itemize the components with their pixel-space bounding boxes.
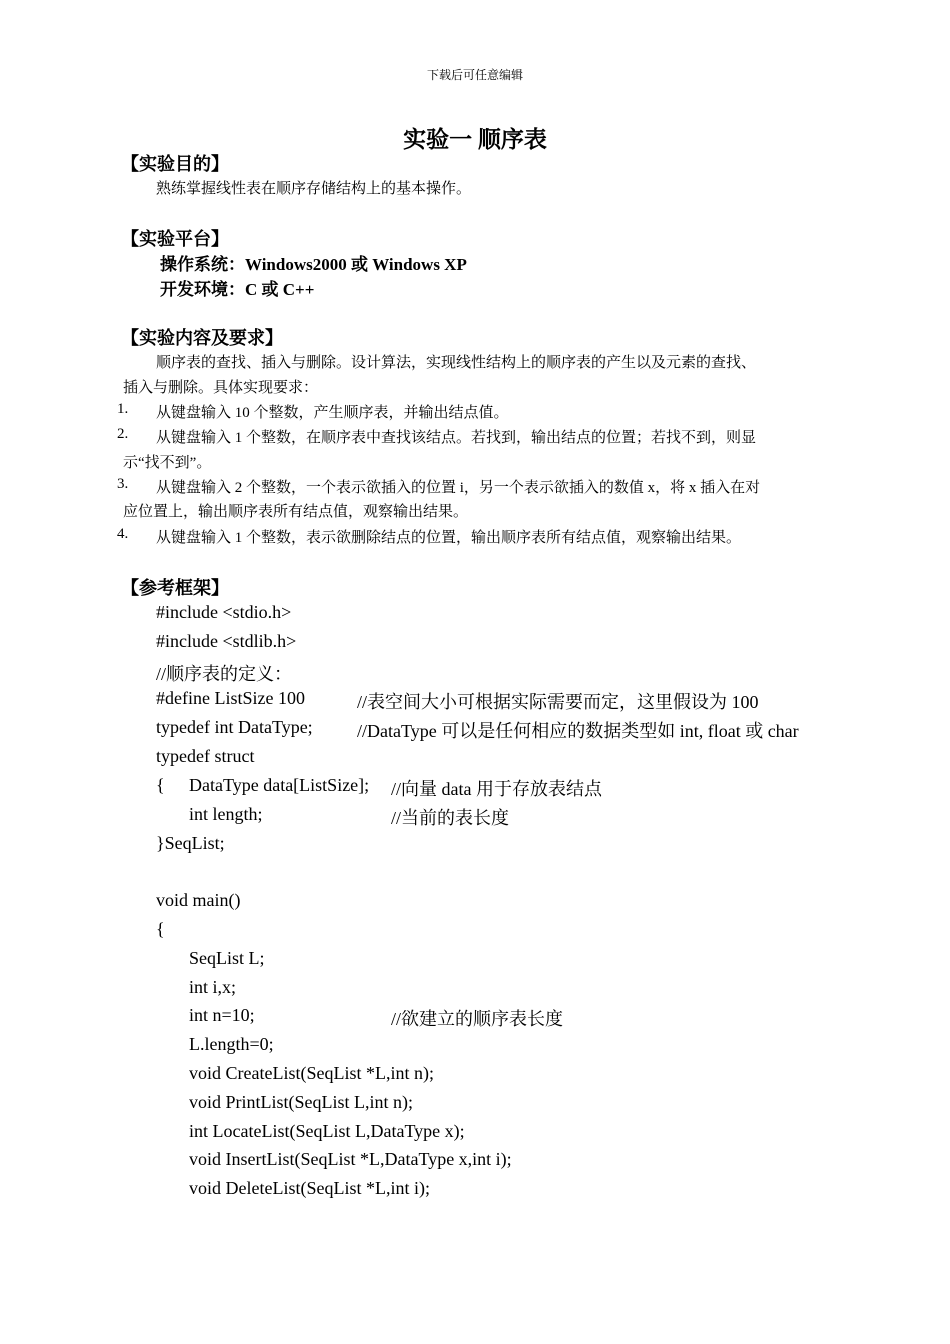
list-item: 从键盘输入 2 个整数，一个表示欲插入的位置 i，另一个表示欲插入的数值 x，将 x 插入在对 [156, 480, 761, 496]
content-intro-1: 顺序表的查找、插入与删除。设计算法，实现线性结构上的顺序表的产生以及元素的查找、 [156, 355, 757, 371]
code-line: int length; [189, 804, 263, 824]
list-number: 2. [117, 426, 129, 442]
content-heading: 【实验内容及要求】 [121, 328, 283, 348]
code-line: { [156, 919, 165, 939]
code-line: { [156, 775, 165, 795]
code-line: int LocateList(SeqList L,DataType x); [189, 1121, 465, 1141]
page-header: 下载后可任意编辑 [426, 68, 523, 82]
code-line: void DeleteList(SeqList *L,int i); [189, 1178, 430, 1198]
code-comment: //表空间大小可根据实际需要而定，这里假设为 100 [357, 692, 759, 712]
code-comment: //当前的表长度 [391, 808, 510, 828]
list-item: 从键盘输入 1 个整数，在顺序表中查找该结点。若找到，输出结点的位置；若找不到，则显 [156, 430, 757, 446]
code-line: //顺序表的定义： [156, 664, 293, 684]
list-item: 从键盘输入 10 个整数，产生顺序表，并输出结点值。 [156, 405, 509, 421]
code-line: typedef int DataType; [156, 717, 313, 737]
code-line: #define ListSize 100 [156, 688, 305, 708]
code-line: }SeqList; [156, 833, 225, 853]
framework-heading: 【参考框架】 [121, 578, 229, 598]
code-line: void PrintList(SeqList L,int n); [189, 1092, 413, 1112]
code-line: L.length=0; [189, 1034, 274, 1054]
purpose-text: 熟练掌握线性表在顺序存储结构上的基本操作。 [156, 181, 472, 197]
platform-env: 开发环境：C 或 C++ [160, 280, 315, 299]
code-comment: //向量 data 用于存放表结点 [391, 779, 602, 799]
platform-os: 操作系统：Windows2000 或 Windows XP [160, 255, 467, 274]
page-title: 实验一 顺序表 [403, 127, 547, 152]
code-line: DataType data[ListSize]; [189, 775, 370, 795]
platform-heading: 【实验平台】 [121, 229, 229, 249]
code-line: #include <stdio.h> [156, 602, 292, 622]
content-intro-2: 插入与删除。具体实现要求： [123, 380, 319, 396]
code-comment: //DataType 可以是任何相应的数据类型如 int, float 或 char [357, 721, 799, 741]
code-line: SeqList L; [189, 948, 265, 968]
code-line: int n=10; [189, 1005, 255, 1025]
code-line: void CreateList(SeqList *L,int n); [189, 1063, 434, 1083]
list-number: 3. [117, 476, 129, 492]
code-line: typedef struct [156, 746, 255, 766]
purpose-heading: 【实验目的】 [121, 154, 229, 174]
code-line: #include <stdlib.h> [156, 631, 297, 651]
code-line: void InsertList(SeqList *L,DataType x,int i); [189, 1149, 512, 1169]
list-item: 从键盘输入 1 个整数，表示欲删除结点的位置，输出顺序表所有结点值，观察输出结果。 [156, 530, 742, 546]
code-comment: //欲建立的顺序表长度 [391, 1009, 564, 1029]
list-number: 1. [117, 401, 129, 417]
list-item-continued: 应位置上，输出顺序表所有结点值，观察输出结果。 [123, 504, 469, 520]
code-line: int i,x; [189, 977, 237, 997]
list-number: 4. [117, 526, 129, 542]
code-line: void main() [156, 890, 241, 910]
list-item-continued: 示“找不到”。 [123, 455, 212, 471]
